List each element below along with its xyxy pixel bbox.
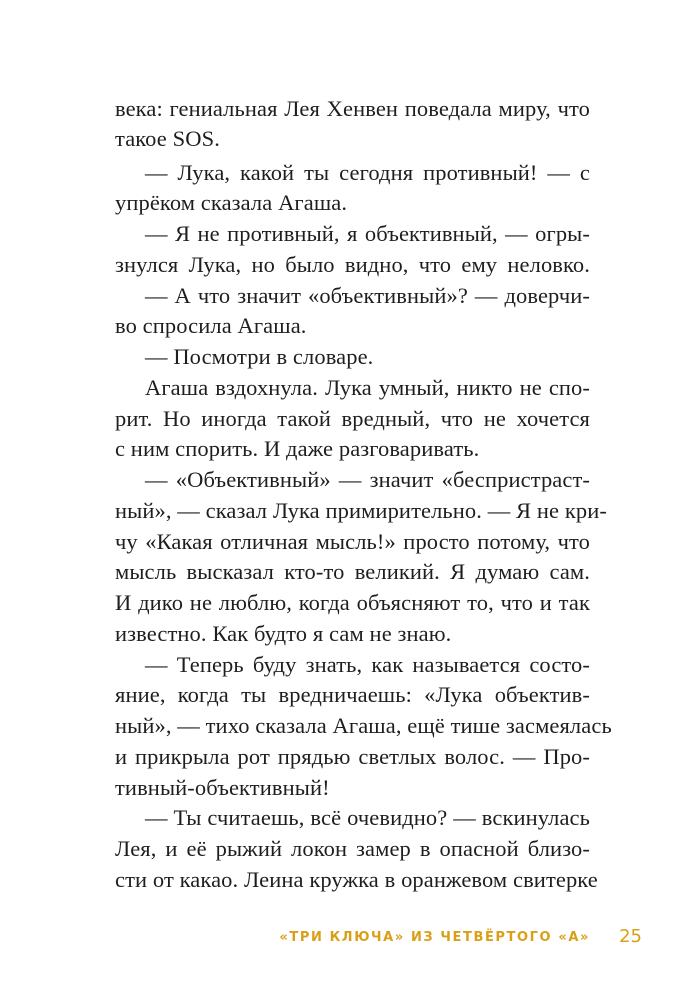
text-line: Агаша вздохнула. Лука умный, никто не спо-	[145, 375, 590, 400]
text-line: — «Объективный» — значит «беспристраст-	[145, 467, 590, 492]
text-line: знулся Лука, но было видно, что ему неловко.	[115, 252, 590, 277]
text-line: и прикрыла рот прядью светлых волос. — Про-	[115, 744, 590, 769]
text-line: во спросила Агаша.	[115, 313, 307, 338]
text-line: рит. Но иногда такой вредный, что не хочется	[115, 406, 590, 431]
text-line: известно. Как будто я сам не знаю.	[115, 621, 452, 646]
text-line: — А что значит «объективный»? — доверчи-	[145, 283, 590, 308]
text-line: чу «Какая отличная мысль!» просто потому, что	[115, 529, 590, 554]
text-line: — Посмотри в словаре.	[145, 344, 374, 369]
text-line: мысль высказал кто-то великий. Я думаю сам.	[115, 559, 590, 584]
text-line: — Лука, какой ты сегодня противный! — с	[145, 160, 590, 185]
text-line: такое SOS.	[115, 126, 220, 151]
page-footer	[0, 926, 700, 956]
text-line: упрёком сказала Агаша.	[115, 190, 348, 215]
text-line: ный», — сказал Лука примирительно. — Я не кри-	[115, 498, 607, 523]
text-line: сти от какао. Леина кружка в оранжевом свитерке	[115, 867, 598, 892]
text-line: ный», — тихо сказала Агаша, ещё тише засмеялась	[115, 713, 612, 738]
running-title: «ТРИ КЛЮЧА» ИЗ ЧЕТВЁРТОГО «А»	[279, 930, 590, 945]
text-line: И дико не люблю, когда объясняют то, что и так	[115, 590, 590, 615]
text-line: Лея, и её рыжий локон замер в опасной близо-	[115, 836, 590, 861]
text-line: яние, когда ты вредничаешь: «Лука объектив-	[115, 682, 590, 707]
text-line: с ним спорить. И даже разговаривать.	[115, 436, 480, 461]
page-number: 25	[619, 926, 642, 947]
text-line: тивный-объективный!	[115, 775, 330, 800]
text-line: — Я не противный, я объективный, — огры-	[145, 221, 590, 246]
text-line: — Ты считаешь, всё очевидно? — вскинулась	[145, 805, 590, 830]
text-line: — Теперь буду знать, как называется состо-	[145, 652, 590, 677]
text-line: века: гениальная Лея Хенвен поведала миру, что	[115, 96, 590, 121]
